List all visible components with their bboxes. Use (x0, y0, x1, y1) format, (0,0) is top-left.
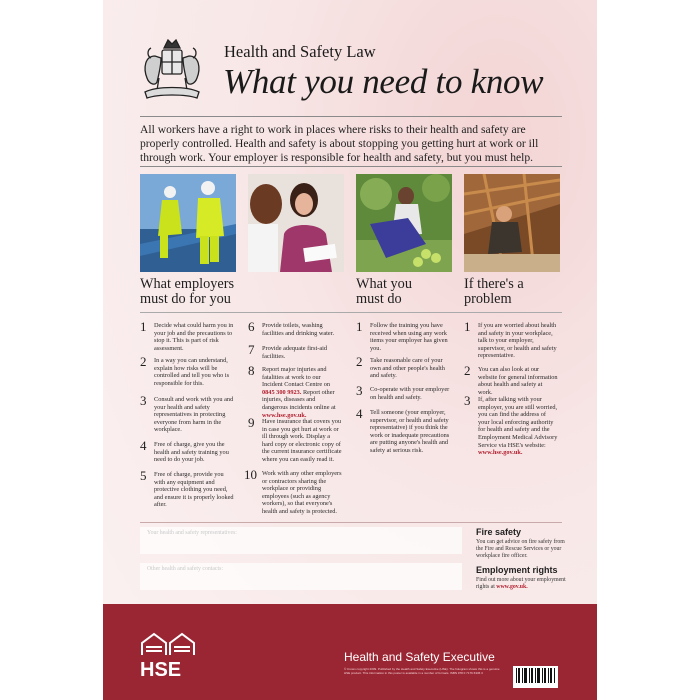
incident-phone: 0845 300 9923. (262, 388, 302, 396)
poster: Health and Safety Law What you need to know All workers have a right to work in places where risks to their health and safety are properly controlled. Health and safety is about stopping you getting hurt at work or ill through work. Your employer is responsible for health and safety, but you must help. What employers must do for you What you must do If there's a problem 1 Decide what could harm you in your job and the precautions to stop it. This is part of risk assessment. 2 In a way you can understand, explain how risks will be controlled and tell you who is responsible for this. 3 Consult and work with you and your health and safety representatives in protecting everyone from harm in the workplace. 4 Free of charge, give you the health and safety training you need to do your job. 5 Free of charge, provide you with any equipment and protective clothing you need, and ensure it is properly looked after. 6 Provide toilets, washing facilities and drinking water. 7 Provide adequate first-aid facilities. 8 Report major injuries and fatalities at work to our Incident Contact Centre on 0845 300 9923. Report other injuries, diseases and dangerous incidents online at www.hse.gov.uk. 9 Have insurance that covers you in case you get hurt at work or ill through work. Display a hard copy or electronic copy of the current insurance certificate where you can easily read it. 10 Work with any other employers or contractors sharing the workplace or providing employees (such as agency workers), so that everyone's health and safety is protected. 1 Follow the training you have received when using any work items your employer has given you. 2 Take reasonable care of your own and other people's health and safety. 3 Co-operate with your employer on health and safety. 4 Tell someone (your employer, supervisor, or health and safety representative) if you think the work or inadequate precautions are putting anyone's health and safety at serious risk. 1 If you are worried about health and safety in your workplace, talk to your employer, supervisor, or health and safety representative. 2 You can also look at our website for general information about health and safety at work. 3 If, after talking with your employer, you are still worried, you can find the address of your local enforcing authority for health and safety and the Employment Medical Advisory Service via HSE's website: www.hse.gov.uk. Fire safety You can get advice on fire safety from the Fire and Rescue Services or your workplace fire officer. Employment rights Find out more about your employment rights at www.gov.uk. HSE Health and Safety Executive © Crown copyright 2009. Published by the Health and Safety Executive (HSE). The hologram shows this is a genuine HSE product. This information in this poster is available in a number of formats. ISBN 978 0 7176 6336 3 (103, 0, 597, 700)
royal-coat-of-arms-icon (135, 34, 209, 102)
hse-name: Health and Safety Executive (344, 650, 495, 664)
law-title: Health and Safety Law (224, 42, 376, 61)
heading-you: What you must do (356, 276, 412, 307)
fine-print: © Crown copyright 2009. Published by the Health and Safety Executive (HSE). The hologram shows this is a genuine HSE product. This information in this poster is available in a number of formats. ISBN 978 0 7176 6336 3 (344, 667, 500, 675)
divider (140, 166, 562, 167)
photo-office-women (248, 174, 344, 272)
footer (103, 604, 597, 700)
fire-safety-text: You can get advice on fire safety from the Fire and Rescue Services or your workplace fire officer. (476, 539, 565, 559)
divider (140, 522, 562, 523)
hse-logo-text: HSE (140, 659, 182, 681)
gov-link: www.gov.uk. (496, 584, 528, 590)
hse-link: www.hse.gov.uk. (262, 411, 307, 419)
barcode (513, 666, 558, 688)
heading-problem: If there's a problem (464, 276, 524, 307)
intro-text: All workers have a right to work in places where risks to their health and safety are properly controlled. Health and safety is about stopping you getting hurt at work or ill through work. Your employer is responsible for health and safety, but you must help. (140, 123, 539, 164)
hse-logo-icon (140, 631, 196, 657)
contacts-field[interactable] (140, 563, 462, 590)
employment-rights-text: Find out more about your employment rights at www.gov.uk. (476, 577, 566, 590)
hse-link: www.hse.gov.uk. (478, 449, 523, 457)
heading-employers: What employers must do for you (140, 276, 235, 307)
page-title: What you need to know (223, 62, 544, 101)
photo-loft-worker (464, 174, 560, 272)
employment-rights-heading: Employment rights (476, 565, 558, 575)
divider (140, 116, 562, 117)
reps-field[interactable] (140, 527, 462, 554)
fire-safety-heading: Fire safety (476, 527, 522, 537)
divider (140, 312, 562, 313)
photo-workers-hivis (140, 174, 236, 272)
photo-farm-worker (356, 174, 452, 272)
